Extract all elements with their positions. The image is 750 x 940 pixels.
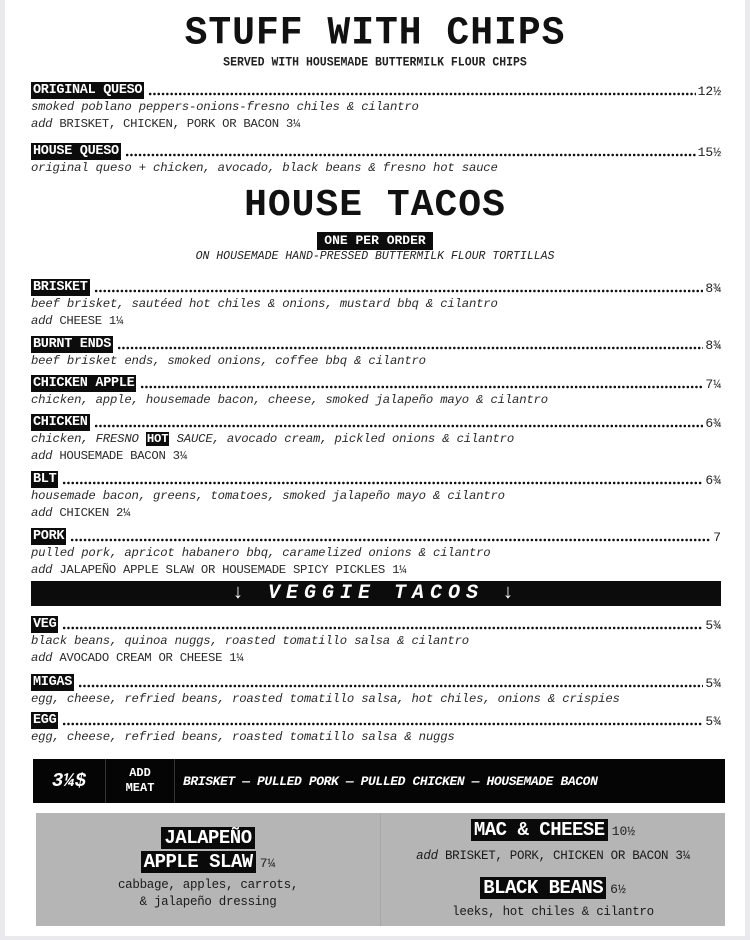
item-addon: add CHEESE 1¼: [31, 314, 124, 328]
side-price: 10½: [611, 824, 636, 839]
hot-badge: HOT: [146, 432, 169, 446]
side-name: BLACK BEANS: [480, 877, 606, 899]
item-description: egg, cheese, refried beans, roasted tomatillo salsa & nuggs: [31, 730, 455, 744]
menu-item-blt: [31, 469, 721, 521]
dot-leader: [140, 385, 703, 389]
item-price: 8¾: [705, 338, 721, 353]
item-addon: add HOUSEMADE BACON 3¼: [31, 449, 187, 463]
item-addon: add AVOCADO CREAM OR CHEESE 1¼: [31, 651, 244, 665]
dot-leader: [62, 722, 703, 726]
menu-item-burnt-ends: [31, 334, 721, 370]
item-description: chicken, apple, housemade bacon, cheese, smoked jalapeño mayo & cilantro: [31, 393, 548, 407]
item-price: 12½: [697, 84, 721, 99]
dot-leader: [117, 346, 703, 350]
item-price: 5¾: [705, 676, 721, 691]
dot-leader: [70, 538, 711, 542]
item-description: housemade bacon, greens, tomatoes, smoked jalapeño mayo & cilantro: [31, 489, 505, 503]
add-meat-price: 3¼$: [33, 759, 106, 803]
side-black-beans: [381, 877, 725, 899]
item-description: beef brisket ends, smoked onions, coffee bbq & cilantro: [31, 354, 426, 368]
side-description: & jalapeño dressing: [139, 895, 277, 909]
menu-page: [5, 0, 745, 936]
item-price: 15½: [697, 145, 721, 160]
item-addon: add CHICKEN 2¼: [31, 506, 131, 520]
item-name: CHICKEN: [33, 415, 88, 430]
item-price: 8¾: [705, 281, 721, 296]
item-price: 5¾: [705, 714, 721, 729]
side-description: cabbage, apples, carrots,: [117, 878, 299, 892]
chips-section-subtitle: SERVED WITH HOUSEMADE BUTTERMILK FLOUR CHIPS: [223, 55, 527, 70]
tacos-section-title: HOUSE TACOS: [244, 184, 506, 227]
sides-panel: [36, 813, 725, 926]
side-name: APPLE SLAW: [141, 851, 256, 873]
item-name: BLT: [33, 472, 57, 487]
item-name: HOUSE QUESO: [33, 144, 119, 159]
item-description: pulled pork, apricot habanero bbq, caramelized onions & cilantro: [31, 546, 491, 560]
menu-item-original-queso: [31, 80, 721, 132]
item-name: EGG: [33, 713, 57, 728]
menu-item-egg: [31, 710, 721, 746]
menu-item-brisket: [31, 277, 721, 329]
dot-leader: [62, 481, 703, 485]
item-price: 5¾: [705, 618, 721, 633]
menu-item-chicken: [31, 412, 721, 464]
side-price: 6½: [610, 882, 626, 897]
item-name: BURNT ENDS: [33, 337, 112, 352]
side-jalapeno-apple-slaw: [36, 813, 381, 926]
side-mac-and-black-beans: [381, 813, 725, 926]
item-description: original queso + chicken, avocado, black beans & fresno hot sauce: [31, 161, 498, 175]
side-addon: add BRISKET, PORK, CHICKEN OR BACON 3¼: [416, 849, 690, 863]
item-price: 7¼: [705, 377, 721, 392]
side-description: leeks, hot chiles & cilantro: [452, 905, 654, 919]
item-description: egg, cheese, refried beans, roasted tomatillo salsa, hot chiles, onions & crispies: [31, 692, 620, 706]
item-price: 6¾: [705, 416, 721, 431]
one-per-order-badge: ONE PER ORDER: [5, 229, 745, 250]
menu-item-migas: [31, 672, 721, 708]
item-addon: add JALAPEÑO APPLE SLAW OR HOUSEMADE SPICY PICKLES 1¼: [31, 563, 407, 577]
dot-leader: [78, 684, 703, 688]
dot-leader: [148, 92, 695, 96]
item-description: chicken, FRESNO HOT SAUCE, avocado cream, pickled onions & cilantro: [31, 432, 515, 446]
item-price: 7: [713, 530, 721, 545]
tacos-section-subtitle: ON HOUSEMADE HAND-PRESSED BUTTERMILK FLOUR TORTILLAS: [195, 250, 555, 263]
dot-leader: [94, 424, 704, 428]
veggie-tacos-banner: ↓ VEGGIE TACOS ↓: [31, 581, 721, 606]
item-name: PORK: [33, 529, 65, 544]
dot-leader: [62, 626, 703, 630]
item-name: CHICKEN APPLE: [33, 376, 135, 391]
dot-leader: [94, 289, 704, 293]
side-price: 7¼: [259, 856, 276, 871]
side-mac-and-cheese: [381, 819, 725, 841]
menu-item-chicken-apple: [31, 373, 721, 409]
dot-leader: [125, 153, 696, 157]
item-description: beef brisket, sautéed hot chiles & onions, mustard bbq & cilantro: [31, 297, 498, 311]
side-name: JALAPEÑO: [161, 827, 254, 849]
add-meat-options: BRISKET — PULLED PORK — PULLED CHICKEN — HOUSEMADE BACON: [183, 773, 598, 789]
add-meat-bar: [33, 759, 725, 803]
menu-item-veg: [31, 614, 721, 666]
side-name: MAC & CHEESE: [471, 819, 608, 841]
item-name: MIGAS: [33, 675, 73, 690]
menu-item-house-queso: [31, 141, 721, 177]
item-description: smoked poblano peppers-onions-fresno chiles & cilantro: [31, 100, 419, 114]
item-addon: add BRISKET, CHICKEN, PORK OR BACON 3¼: [31, 117, 301, 131]
item-price: 6¾: [705, 473, 721, 488]
item-name: VEG: [33, 617, 57, 632]
item-description: black beans, quinoa nuggs, roasted tomatillo salsa & cilantro: [31, 634, 469, 648]
chips-section-title: STUFF WITH CHIPS: [184, 10, 566, 57]
item-name: BRISKET: [33, 280, 88, 295]
menu-item-pork: [31, 526, 721, 578]
add-meat-label: ADD MEAT: [106, 759, 175, 803]
item-name: ORIGINAL QUESO: [33, 83, 143, 98]
